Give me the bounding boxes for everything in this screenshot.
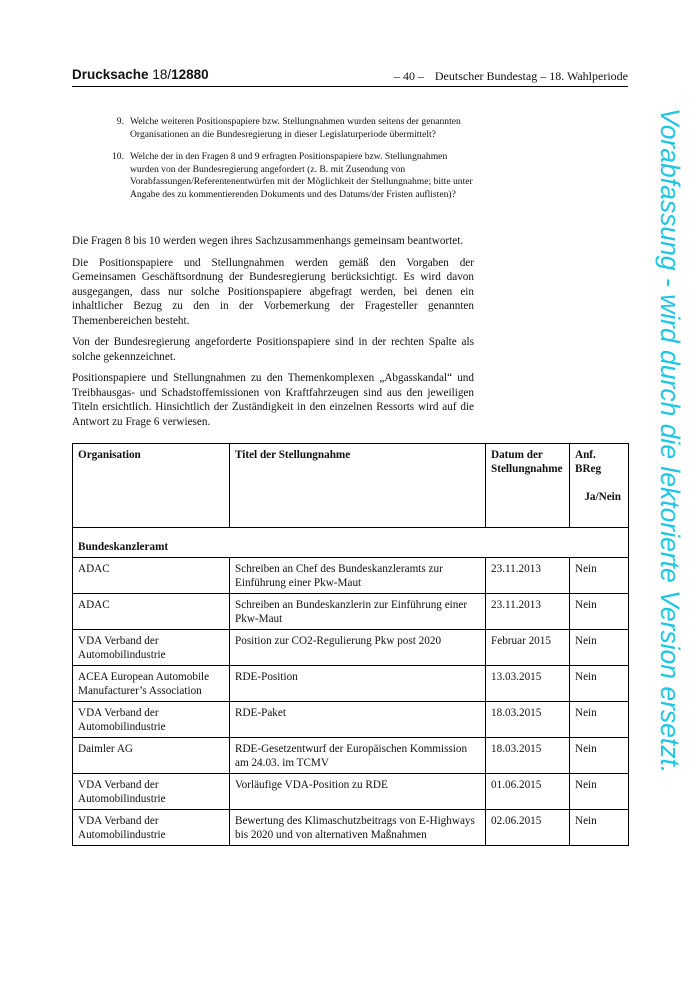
answer-paragraph: Die Positionspapiere und Stellungnahmen werden gemäß den Vorgaben der Gemeinsamen Geschäftsordnung der Bundesregierung berücksichtigt. Es wird davon ausgegangen, dass nur solche Positionspapiere abgefragt werden, bei denen ein inhaltlicher Bezug zu den in der Vorbemerkung der Fragesteller genannten Themenbereichen besteht. bbox=[72, 256, 474, 327]
cell-date: 02.06.2015 bbox=[486, 810, 570, 846]
table-section-row bbox=[73, 528, 629, 558]
table-row bbox=[73, 738, 629, 774]
cell-date: 01.06.2015 bbox=[486, 774, 570, 810]
answer-body bbox=[72, 234, 474, 436]
question-item bbox=[104, 151, 474, 201]
cell-date: 18.03.2015 bbox=[486, 702, 570, 738]
col-header-requested-sub: Ja/Nein bbox=[584, 491, 621, 503]
cell-organisation: ADAC bbox=[73, 594, 230, 630]
table-row bbox=[73, 810, 629, 846]
page-number: – 40 – bbox=[394, 69, 424, 83]
section-label: Bundeskanzleramt bbox=[73, 528, 629, 558]
page-header bbox=[72, 68, 628, 87]
cell-date: 23.11.2013 bbox=[486, 594, 570, 630]
cell-organisation: VDA Verband der Automobilindustrie bbox=[73, 702, 230, 738]
cell-date: Februar 2015 bbox=[486, 630, 570, 666]
question-number: 10. bbox=[112, 151, 124, 162]
cell-title: RDE-Paket bbox=[230, 702, 486, 738]
col-header-requested bbox=[570, 444, 629, 528]
answer-paragraph: Von der Bundesregierung angeforderte Positionspapiere sind in der rechten Spalte als solche gekennzeichnet. bbox=[72, 336, 474, 363]
table-header-row bbox=[73, 444, 629, 528]
answer-paragraph: Positionspapiere und Stellungnahmen zu den Themenkomplexen „Abgasskandal“ und Treibhausgas- und Schadstoffemissionen von Kraftfahrzeugen sind aus den jeweiligen Titeln ersichtlich. Hinsichtlich der Zuständigkeit in den einzelnen Ressorts wird auf die Antwort zu Frage 6 verwiesen. bbox=[72, 372, 474, 428]
col-header-organisation: Organisation bbox=[73, 444, 230, 528]
cell-organisation: ADAC bbox=[73, 558, 230, 594]
table-row bbox=[73, 594, 629, 630]
col-header-title: Titel der Stellungnahme bbox=[230, 444, 486, 528]
cell-title: Schreiben an Chef des Bundeskanzleramts zur Einführung einer Pkw-Maut bbox=[230, 558, 486, 594]
statements-table bbox=[72, 443, 629, 846]
cell-organisation: VDA Verband der Automobilindustrie bbox=[73, 774, 230, 810]
cell-title: RDE-Gesetzentwurf der Europäischen Kommission am 24.03. im TCMV bbox=[230, 738, 486, 774]
cell-organisation: ACEA European Automobile Manufacturer’s Association bbox=[73, 666, 230, 702]
cell-requested: Nein bbox=[570, 810, 629, 846]
cell-title: Vorläufige VDA-Position zu RDE bbox=[230, 774, 486, 810]
cell-requested: Nein bbox=[570, 774, 629, 810]
table-row bbox=[73, 666, 629, 702]
table-row bbox=[73, 702, 629, 738]
cell-title: Schreiben an Bundeskanzlerin zur Einführung einer Pkw-Maut bbox=[230, 594, 486, 630]
cell-title: Position zur CO2-Regulierung Pkw post 2020 bbox=[230, 630, 486, 666]
col-header-date: Datum der Stellungnahme bbox=[486, 444, 570, 528]
cell-date: 23.11.2013 bbox=[486, 558, 570, 594]
doc-number-prefix: 18/ bbox=[152, 67, 172, 82]
draft-watermark bbox=[652, 108, 685, 908]
cell-organisation: VDA Verband der Automobilindustrie bbox=[73, 630, 230, 666]
cell-date: 18.03.2015 bbox=[486, 738, 570, 774]
institution-label: Deutscher Bundestag – 18. Wahlperiode bbox=[434, 69, 628, 83]
question-item bbox=[104, 116, 474, 141]
col-header-requested-label: Anf. BReg bbox=[575, 449, 602, 475]
cell-requested: Nein bbox=[570, 666, 629, 702]
cell-requested: Nein bbox=[570, 702, 629, 738]
document-number bbox=[72, 68, 209, 82]
question-number: 9. bbox=[116, 116, 124, 127]
question-text: Welche der in den Fragen 8 und 9 erfragten Positionspapiere bzw. Stellungnahmen wurden von der Bundesregierung angefordert (z. B. mit Zusendung von Vorabfassungen/Referentenentwürfen mit der Möglichkeit der Stellungnahme; bitte unter Angabe des zu kommentierenden Dokuments und des Datums/der Fristen auflisten)? bbox=[130, 151, 473, 200]
table-row bbox=[73, 558, 629, 594]
table-row bbox=[73, 774, 629, 810]
doc-number: 12880 bbox=[171, 67, 209, 82]
cell-title: RDE-Position bbox=[230, 666, 486, 702]
watermark-text: Vorabfassung - wird durch die lektorierte Version ersetzt. bbox=[655, 108, 685, 774]
cell-title: Bewertung des Klimaschutzbeitrags von E-Highways bis 2020 und von alternativen Maßnahmen bbox=[230, 810, 486, 846]
cell-requested: Nein bbox=[570, 558, 629, 594]
cell-organisation: Daimler AG bbox=[73, 738, 230, 774]
cell-requested: Nein bbox=[570, 630, 629, 666]
cell-requested: Nein bbox=[570, 738, 629, 774]
questions-list bbox=[104, 116, 474, 211]
question-text: Welche weiteren Positionspapiere bzw. Stellungnahmen wurden seitens der genannten Organisationen an die Bundesregierung in dieser Legislaturperiode übermittelt? bbox=[130, 116, 461, 140]
table-row bbox=[73, 630, 629, 666]
cell-organisation: VDA Verband der Automobilindustrie bbox=[73, 810, 230, 846]
cell-requested: Nein bbox=[570, 594, 629, 630]
cell-date: 13.03.2015 bbox=[486, 666, 570, 702]
doc-type-label: Drucksache bbox=[72, 67, 149, 82]
answer-paragraph: Die Fragen 8 bis 10 werden wegen ihres Sachzusammenhangs gemeinsam beantwortet. bbox=[72, 235, 464, 247]
